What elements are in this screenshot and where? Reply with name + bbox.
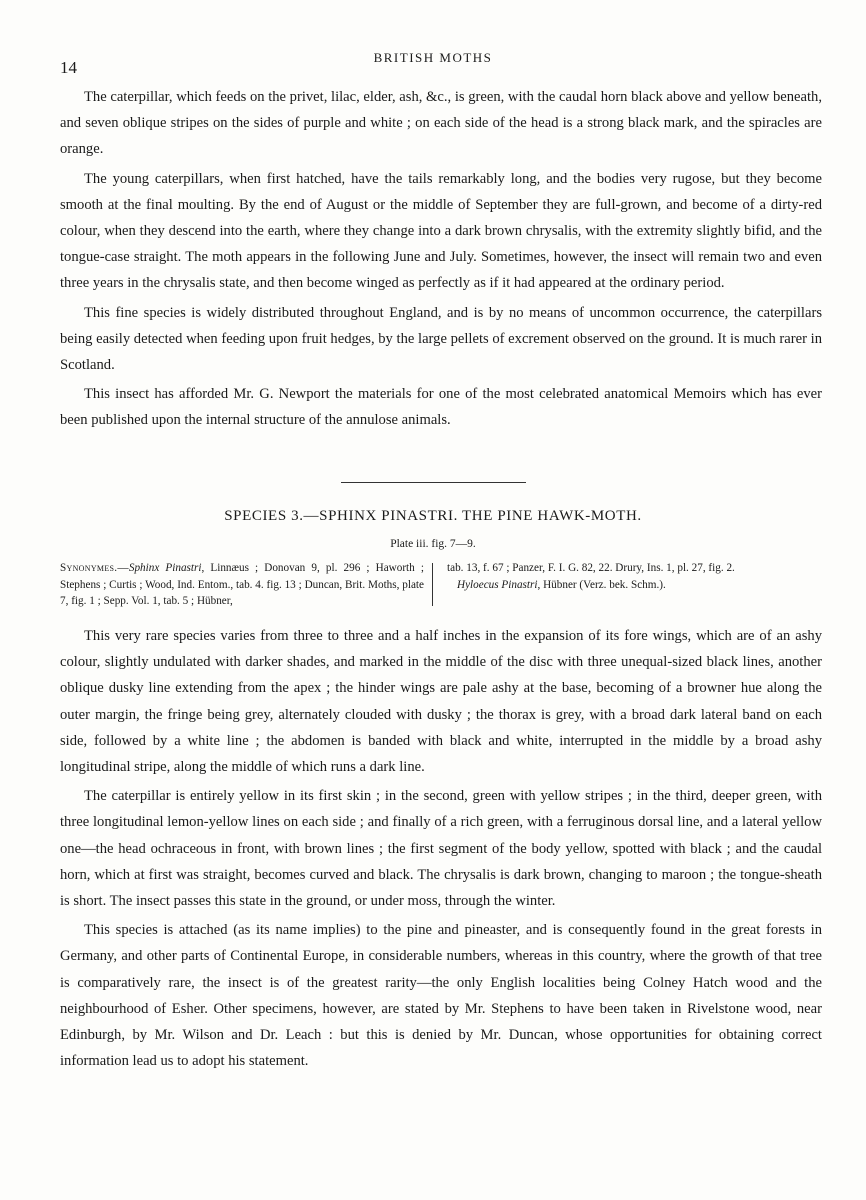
section-divider [341,482,526,483]
species-heading: SPECIES 3.—SPHINX PINASTRI. THE PINE HAWK-MOTH. [224,508,642,524]
synonym-name: Sphinx Pinastri [128,562,202,574]
synonymes-right-column [433,560,822,610]
paragraph: This insect has afforded Mr. G. Newport the materials for one of the most celebrated anatomical Memoirs which has ever been published upon the internal structure of the annulose animals. [60,386,822,429]
paragraph: This species is attached (as its name implies) to the pine and pineaster, and is consequently found in the great forests in Germany, and other parts of Continental Europe, in considerable numbers, whereas in this country, where the growth of that tree is comparatively rare, the insect is of the greatest rarity—the only English localities being Colney Hatch wood and the neighbourhood of Esher. Other specimens, however, are stated by Mr. Stephens to have been taken in Rivelstone wood, near Edinburgh, by Mr. Wilson and Dr. Leach : but this is denied by Mr. Duncan, whose opportunities for obtaining correct information lead us to adopt his statement. [60,922,822,1070]
plate-reference: Plate iii. fig. 7—9. [390,538,476,550]
synonym-references: , Linnæus ; Donovan 9, pl. 296 ; Haworth ; Stephens ; Curtis ; Wood, Ind. Entom., tab. 4. fig. 13 ; Duncan, Brit. Moths, plate 7, fig. 1 ; Sepp. Vol. 1, tab. 5 ; Hübner, [60,562,424,608]
synonym-alt-reference: , Hübner (Verz. bek. Schm.). [537,578,666,591]
synonymes-left-column [60,560,432,610]
bottom-text-block [60,623,822,1077]
synonymes-block [60,560,822,610]
synonym-name-alt: Hyloecus Pinastri [457,578,538,591]
synonymes-label: Synonymes.— [60,562,129,574]
top-text-block [60,84,822,437]
paragraph: This fine species is widely distributed throughout England, and is by no means of uncommon occurrence, the caterpillars being easily detected when feeding upon fruit hedges, by the large pellets of excrement observed on the ground. It is much rarer in Scotland. [60,304,822,374]
synonym-references-continued: tab. 13, f. 67 ; Panzer, F. I. G. 82, 22. Drury, Ins. 1, pl. 27, fig. 2. [447,562,735,574]
paragraph: The caterpillar, which feeds on the privet, lilac, elder, ash, &c., is green, with the caudal horn black above and yellow beneath, and seven oblique stripes on the sides of purple and white ; on each side of the head is a strong black mark, and the spiracles are orange. [60,89,822,158]
page-number: 14 [60,58,77,77]
paragraph: This very rare species varies from three to three and a half inches in the expansion of its fore wings, which are of an ashy colour, slightly undulated with darker shades, and marked in the middle of the disc with three unequal-sized black lines, another oblique dusky line extending from the apex ; the hinder wings are pale ashy at the base, becoming of a browner hue along the outer margin, the fringe being grey, alternately clouded with dusky ; the thorax is grey, with a broad dark lateral band on each side, followed by a white line ; the abdomen is banded with black and white, interrupted in the middle by a broad ashy longitudinal stripe, along the middle of which runs a dark line. [60,628,822,776]
paragraph: The young caterpillars, when first hatched, have the tails remarkably long, and the bodies very rugose, but they become smooth at the final moulting. By the end of August or the middle of September they are full-grown, and become of a dirty-red colour, when they descend into the earth, where they change into a dark brown chrysalis, with the extremity slightly bifid, and the tongue-case straight. The moth appears in the following June and July. Sometimes, however, the insect will remain two and even three years in the chrysalis state, and then become winged as perfectly as if it had appeared at the ordinary period. [60,170,822,292]
paragraph: The caterpillar is entirely yellow in its first skin ; in the second, green with yellow stripes ; in the third, deeper green, with three longitudinal lemon-yellow lines on each side ; and finally of a rich green, with a ferruginous dorsal line, and a lateral yellow one—the head ochraceous in front, with brown lines ; the first segment of the body yellow, spotted with black ; and the caudal horn, which at first was straight, becomes curved and black. The chrysalis is dark brown, changing to maroon ; the tongue-sheath is short. The insect passes this state in the ground, or under moss, through the winter. [60,788,822,910]
running-head: BRITISH MOTHS [373,50,493,65]
